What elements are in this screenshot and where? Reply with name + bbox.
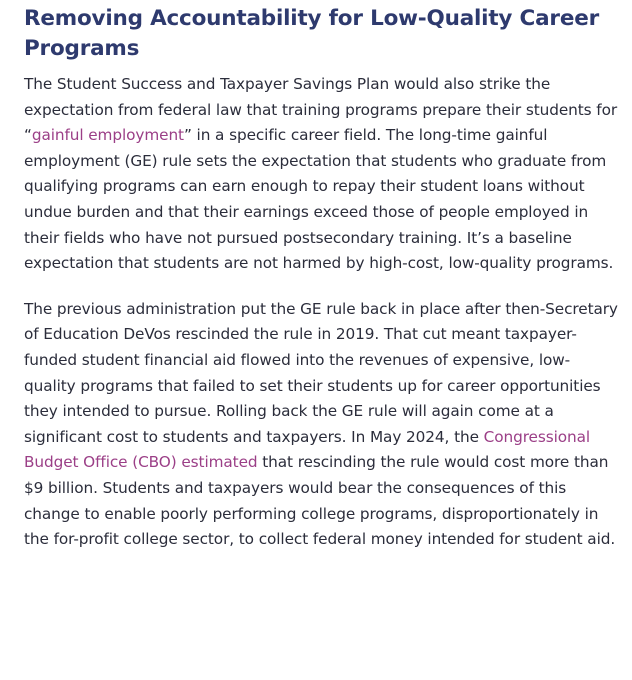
gainful-employment-link[interactable]: gainful employment <box>31 126 184 145</box>
section-heading: Removing Accountability for Low-Quality Career Programs <box>24 6 599 61</box>
paragraph-text: that rescinding the rule would cost more than $9 billion. Students and taxpayers would bear the consequences of this change to enable poorly performing college programs, disproportionately in the for-profit college sector, to collect federal money intended for student aid. <box>24 453 616 549</box>
article-section <box>24 4 620 573</box>
paragraph-text: ” in a specific career field. The long-time gainful employment (GE) rule sets the expectation that students who graduate from qualifying programs can earn enough to repay their student loans without undue burden and that their earnings exceed those of people employed in their fields who have not pursued postsecondary training. It’s a baseline expectation that students are not harmed by high-cost, low-quality programs. <box>24 126 614 273</box>
cbo-estimate-link[interactable]: Congressional Budget Office (CBO) estimated <box>24 427 591 472</box>
paragraph-text: The Student Success and Taxpayer Savings Plan would also strike the expectation from federal law that training programs prepare their students for “ <box>24 75 618 145</box>
paragraph-text: The previous administration put the GE rule back in place after then-Secretary of Education DeVos rescinded the rule in 2019. That cut meant taxpayer-funded student financial aid flowed into the revenues of expensive, low-quality programs that failed to set their students up for career opportunities they intended to pursue. Rolling back the GE rule will again come at a significant cost to students and taxpayers. In May 2024, the <box>24 299 618 446</box>
paragraph-gainful-employment <box>24 72 620 277</box>
paragraph-cbo-estimate <box>24 297 620 553</box>
